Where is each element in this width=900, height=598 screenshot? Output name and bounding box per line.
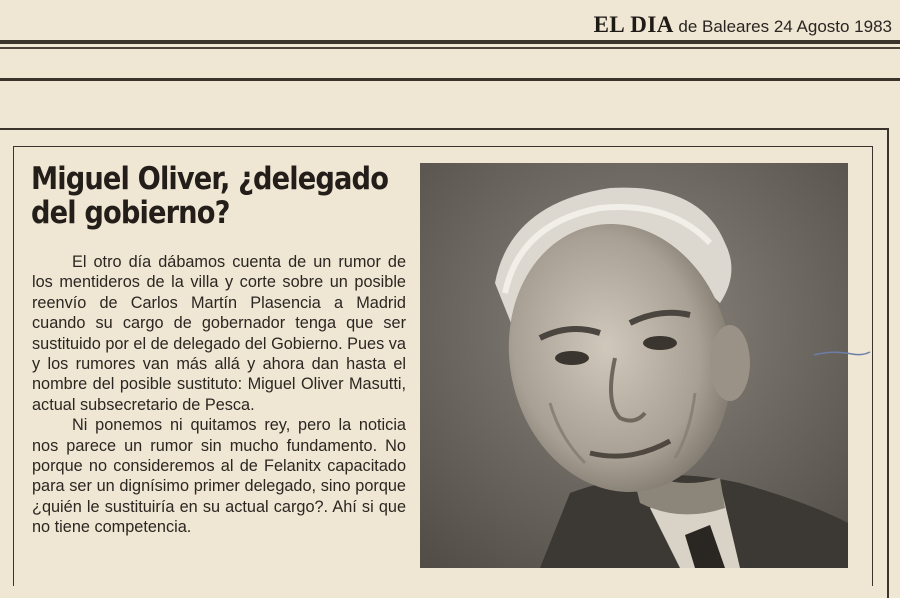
masthead-rule-thin	[0, 47, 900, 49]
masthead-rule	[0, 40, 900, 44]
portrait-image	[420, 163, 848, 568]
article-paragraph: El otro día dábamos cuenta de un rumor de los mentideros de la villa y corte sobre un posible reenvío de Carlos Martín Plasencia a Madrid cuando su cargo de gobernador tenga que ser sustituido por el de delegado del Gobierno. Pues va y los rumores van más allá y ahora dan hasta el nombre del posible sustituto: Miguel Oliver Masutti, actual subsecretario de Pesca.	[32, 253, 406, 414]
portrait-photo	[420, 163, 848, 568]
article-paragraph: Ni ponemos ni quitamos rey, pero la noticia nos parece un rumor sin mucho fundamento. No porque no consideremos al de Felanitx capacitado para ser un dignísimo primer delegado, sino porque ¿quién le sustituiría en su actual cargo?. Ahí si que no tiene competencia.	[32, 416, 406, 537]
ink-mark	[812, 349, 872, 359]
masthead-date: de Baleares 24 Agosto 1983	[678, 17, 892, 36]
article-body	[32, 252, 406, 538]
article-headline: Miguel Oliver, ¿delegado del gobierno?	[31, 161, 389, 231]
newspaper-name: EL DIA	[593, 12, 674, 37]
masthead	[594, 12, 892, 38]
section-rule	[0, 78, 900, 81]
